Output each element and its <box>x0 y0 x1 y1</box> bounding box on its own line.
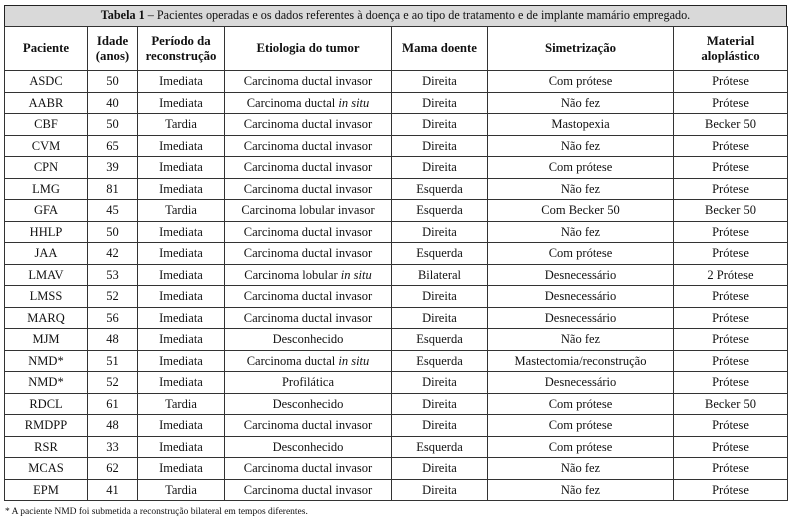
table-body <box>5 71 788 501</box>
cell-periodo: Imediata <box>138 71 225 93</box>
cell-idade: 42 <box>88 243 138 265</box>
cell-simetrizacao: Mastopexia <box>488 114 674 136</box>
header-line: Paciente <box>22 41 70 55</box>
cell-material: Becker 50 <box>674 393 788 415</box>
table-caption <box>4 5 787 26</box>
cell-mama: Direita <box>392 135 488 157</box>
cell-paciente: LMG <box>5 178 88 200</box>
cell-material: Prótese <box>674 458 788 480</box>
cell-periodo: Tardia <box>138 393 225 415</box>
cell-mama: Esquerda <box>392 329 488 351</box>
header-line: Material <box>706 33 755 48</box>
cell-paciente: RMDPP <box>5 415 88 437</box>
header-mama <box>392 27 488 71</box>
cell-simetrizacao: Não fez <box>488 92 674 114</box>
cell-idade: 65 <box>88 135 138 157</box>
cell-mama: Direita <box>392 92 488 114</box>
cell-idade: 40 <box>88 92 138 114</box>
cell-mama: Direita <box>392 286 488 308</box>
cell-material: Prótese <box>674 415 788 437</box>
cell-paciente: CBF <box>5 114 88 136</box>
cell-etiologia: Desconhecido <box>225 436 392 458</box>
cell-paciente: AABR <box>5 92 88 114</box>
patients-table <box>4 26 788 501</box>
cell-simetrizacao: Desnecessário <box>488 372 674 394</box>
cell-paciente: ASDC <box>5 71 88 93</box>
cell-paciente: NMD* <box>5 350 88 372</box>
header-simetrizacao <box>488 27 674 71</box>
cell-periodo: Imediata <box>138 243 225 265</box>
header-line: aloplástico <box>701 48 760 63</box>
header-line: reconstrução <box>145 48 217 63</box>
cell-material: Prótese <box>674 92 788 114</box>
cell-mama: Esquerda <box>392 178 488 200</box>
cell-idade: 52 <box>88 286 138 308</box>
cell-periodo: Imediata <box>138 178 225 200</box>
header-line: Etiologia do tumor <box>256 41 360 55</box>
cell-etiologia: Carcinoma ductal invasor <box>225 114 392 136</box>
cell-periodo: Imediata <box>138 415 225 437</box>
cell-periodo: Imediata <box>138 286 225 308</box>
header-periodo <box>138 27 225 71</box>
cell-material: Becker 50 <box>674 114 788 136</box>
cell-idade: 50 <box>88 221 138 243</box>
cell-periodo: Imediata <box>138 307 225 329</box>
cell-paciente: RDCL <box>5 393 88 415</box>
cell-mama: Direita <box>392 415 488 437</box>
cell-material: Prótese <box>674 436 788 458</box>
cell-etiologia: Desconhecido <box>225 393 392 415</box>
cell-idade: 52 <box>88 372 138 394</box>
cell-idade: 50 <box>88 114 138 136</box>
cell-idade: 62 <box>88 458 138 480</box>
table-row <box>5 286 788 308</box>
table-row <box>5 243 788 265</box>
cell-simetrizacao: Com prótese <box>488 157 674 179</box>
cell-material: 2 Prótese <box>674 264 788 286</box>
cell-simetrizacao: Não fez <box>488 329 674 351</box>
table-row <box>5 372 788 394</box>
cell-etiologia: Carcinoma ductal invasor <box>225 71 392 93</box>
cell-material: Prótese <box>674 372 788 394</box>
cell-simetrizacao: Não fez <box>488 135 674 157</box>
cell-simetrizacao: Com prótese <box>488 436 674 458</box>
cell-mama: Direita <box>392 71 488 93</box>
cell-periodo: Imediata <box>138 329 225 351</box>
cell-material: Prótese <box>674 479 788 501</box>
cell-material: Prótese <box>674 71 788 93</box>
cell-etiologia: Carcinoma ductal invasor <box>225 286 392 308</box>
cell-idade: 41 <box>88 479 138 501</box>
cell-periodo: Tardia <box>138 479 225 501</box>
cell-etiologia: Profilática <box>225 372 392 394</box>
cell-material: Prótese <box>674 329 788 351</box>
table-row <box>5 135 788 157</box>
table-header <box>5 27 788 71</box>
cell-periodo: Tardia <box>138 114 225 136</box>
cell-paciente: CVM <box>5 135 88 157</box>
cell-idade: 33 <box>88 436 138 458</box>
table-row <box>5 178 788 200</box>
table-row <box>5 479 788 501</box>
table-row <box>5 264 788 286</box>
cell-etiologia: Desconhecido <box>225 329 392 351</box>
cell-paciente: JAA <box>5 243 88 265</box>
cell-etiologia: Carcinoma lobular invasor <box>225 200 392 222</box>
cell-idade: 50 <box>88 71 138 93</box>
cell-etiologia: Carcinoma ductal invasor <box>225 479 392 501</box>
cell-mama: Direita <box>392 372 488 394</box>
cell-mama: Direita <box>392 114 488 136</box>
cell-periodo: Imediata <box>138 92 225 114</box>
cell-simetrizacao: Com Becker 50 <box>488 200 674 222</box>
cell-material: Prótese <box>674 286 788 308</box>
cell-simetrizacao: Com prótese <box>488 71 674 93</box>
cell-paciente: CPN <box>5 157 88 179</box>
cell-idade: 53 <box>88 264 138 286</box>
cell-material: Prótese <box>674 243 788 265</box>
cell-etiologia: Carcinoma ductal invasor <box>225 157 392 179</box>
cell-mama: Direita <box>392 307 488 329</box>
cell-paciente: MCAS <box>5 458 88 480</box>
table-row <box>5 329 788 351</box>
cell-material: Prótese <box>674 178 788 200</box>
table-row <box>5 114 788 136</box>
cell-paciente: MARQ <box>5 307 88 329</box>
cell-mama: Bilateral <box>392 264 488 286</box>
table-row <box>5 307 788 329</box>
cell-simetrizacao: Desnecessário <box>488 264 674 286</box>
cell-paciente: RSR <box>5 436 88 458</box>
cell-simetrizacao: Com prótese <box>488 393 674 415</box>
cell-material: Prótese <box>674 221 788 243</box>
cell-simetrizacao: Com prótese <box>488 243 674 265</box>
cell-periodo: Imediata <box>138 458 225 480</box>
cell-etiologia: Carcinoma ductal invasor <box>225 221 392 243</box>
cell-idade: 39 <box>88 157 138 179</box>
table-row <box>5 221 788 243</box>
cell-simetrizacao: Com prótese <box>488 415 674 437</box>
caption-label: Tabela 1 <box>100 8 145 22</box>
cell-paciente: LMSS <box>5 286 88 308</box>
caption-text: – Pacientes operadas e os dados referentes à doença e ao tipo de tratamento e de implante mamário empregado. <box>144 8 691 22</box>
cell-simetrizacao: Mastectomia/reconstrução <box>488 350 674 372</box>
cell-etiologia: Carcinoma ductal invasor <box>225 458 392 480</box>
cell-idade: 61 <box>88 393 138 415</box>
cell-simetrizacao: Não fez <box>488 178 674 200</box>
header-line: Simetrização <box>544 41 617 55</box>
cell-material: Prótese <box>674 135 788 157</box>
cell-periodo: Imediata <box>138 436 225 458</box>
cell-periodo: Imediata <box>138 221 225 243</box>
header-idade <box>88 27 138 71</box>
header-line: Idade <box>96 33 129 48</box>
cell-paciente: NMD* <box>5 372 88 394</box>
header-line: Período da <box>151 33 211 48</box>
cell-simetrizacao: Não fez <box>488 458 674 480</box>
cell-idade: 48 <box>88 415 138 437</box>
cell-idade: 48 <box>88 329 138 351</box>
cell-mama: Direita <box>392 157 488 179</box>
cell-simetrizacao: Desnecessário <box>488 286 674 308</box>
table-row <box>5 92 788 114</box>
header-material <box>674 27 788 71</box>
table-row <box>5 200 788 222</box>
cell-etiologia: Carcinoma ductal invasor <box>225 307 392 329</box>
cell-etiologia: Carcinoma ductal in situ <box>225 92 392 114</box>
table-row <box>5 415 788 437</box>
cell-paciente: EPM <box>5 479 88 501</box>
cell-idade: 81 <box>88 178 138 200</box>
cell-periodo: Imediata <box>138 157 225 179</box>
cell-mama: Direita <box>392 479 488 501</box>
cell-simetrizacao: Não fez <box>488 479 674 501</box>
header-paciente <box>5 27 88 71</box>
cell-periodo: Imediata <box>138 264 225 286</box>
table-row <box>5 71 788 93</box>
cell-material: Prótese <box>674 350 788 372</box>
cell-idade: 56 <box>88 307 138 329</box>
table-row <box>5 436 788 458</box>
cell-idade: 51 <box>88 350 138 372</box>
cell-idade: 45 <box>88 200 138 222</box>
cell-etiologia: Carcinoma ductal invasor <box>225 135 392 157</box>
header-line: Mama doente <box>402 41 477 55</box>
cell-etiologia: Carcinoma ductal invasor <box>225 178 392 200</box>
table-row <box>5 393 788 415</box>
table-row <box>5 350 788 372</box>
cell-periodo: Imediata <box>138 350 225 372</box>
cell-paciente: LMAV <box>5 264 88 286</box>
header-row <box>5 27 788 71</box>
cell-periodo: Tardia <box>138 200 225 222</box>
cell-mama: Direita <box>392 221 488 243</box>
cell-mama: Esquerda <box>392 200 488 222</box>
header-etiologia <box>225 27 392 71</box>
cell-paciente: MJM <box>5 329 88 351</box>
cell-periodo: Imediata <box>138 372 225 394</box>
header-line: (anos) <box>95 48 130 63</box>
cell-mama: Direita <box>392 458 488 480</box>
cell-mama: Esquerda <box>392 436 488 458</box>
cell-material: Prótese <box>674 157 788 179</box>
cell-etiologia: Carcinoma ductal invasor <box>225 243 392 265</box>
cell-periodo: Imediata <box>138 135 225 157</box>
table-row <box>5 157 788 179</box>
cell-mama: Esquerda <box>392 350 488 372</box>
footnote: * A paciente NMD foi submetida a reconstrução bilateral em tempos diferentes. <box>5 507 308 517</box>
cell-etiologia: Carcinoma ductal in situ <box>225 350 392 372</box>
cell-paciente: GFA <box>5 200 88 222</box>
cell-etiologia: Carcinoma lobular in situ <box>225 264 392 286</box>
cell-material: Prótese <box>674 307 788 329</box>
cell-mama: Esquerda <box>392 243 488 265</box>
cell-mama: Direita <box>392 393 488 415</box>
table-row <box>5 458 788 480</box>
cell-etiologia: Carcinoma ductal invasor <box>225 415 392 437</box>
cell-material: Becker 50 <box>674 200 788 222</box>
cell-simetrizacao: Não fez <box>488 221 674 243</box>
cell-simetrizacao: Desnecessário <box>488 307 674 329</box>
cell-paciente: HHLP <box>5 221 88 243</box>
